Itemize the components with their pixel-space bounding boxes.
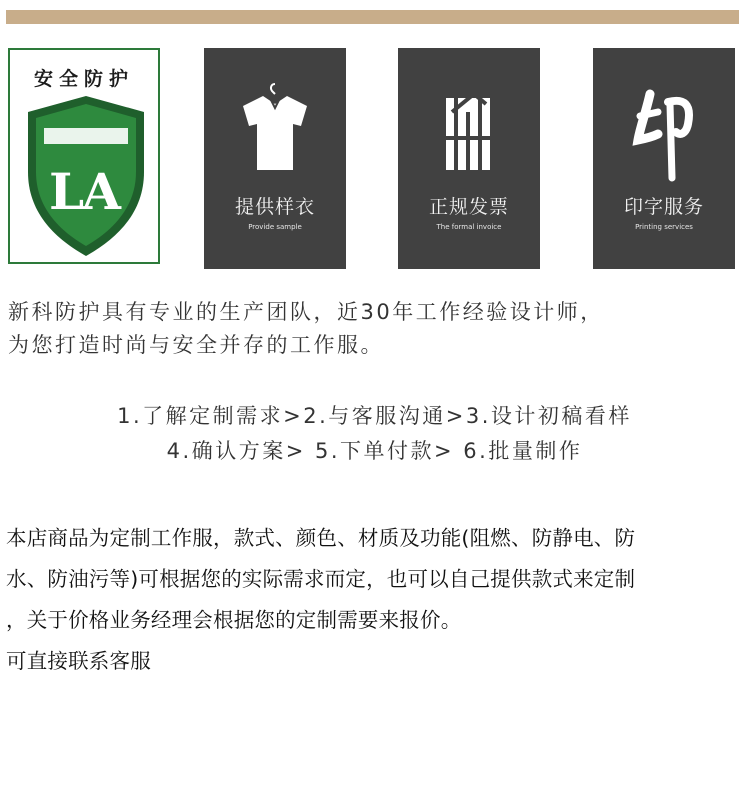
- intro-line: 新科防护具有专业的生产团队，近30年工作经验设计师，: [8, 300, 604, 324]
- service-title: 印字服务: [623, 196, 704, 218]
- steps-line: 4.确认方案> 5.下单付款> 6.批量制作: [166, 439, 583, 463]
- service-card-invoice: [398, 48, 540, 269]
- service-card-sample: [204, 48, 346, 269]
- intro-line: 为您打造时尚与安全并存的工作服。: [8, 333, 384, 357]
- description-line: 水、防油污等)可根据您的实际需求而定，也可以自己提供款式来定制: [6, 567, 636, 591]
- service-subtitle: Provide sample: [248, 223, 302, 231]
- service-subtitle: Printing services: [635, 223, 693, 231]
- top-accent-bar: [6, 10, 739, 24]
- service-subtitle: The formal invoice: [436, 223, 502, 231]
- service-card-printing: [593, 48, 735, 269]
- intro-text: [8, 296, 746, 362]
- contact-line: 可直接联系客服: [6, 649, 151, 673]
- safety-badge: [8, 48, 160, 264]
- badge-title: 安全防护: [33, 68, 134, 90]
- badge-letters: LA: [49, 162, 119, 221]
- description-line: ，关于价格业务经理会根据您的定制需要来报价。: [6, 608, 462, 632]
- print-icon: [624, 82, 704, 182]
- shirt-icon: [235, 82, 315, 178]
- service-title: 提供样衣: [234, 196, 315, 218]
- invoice-icon: [434, 82, 504, 178]
- description-line: 本店商品为定制工作服，款式、颜色、材质及功能(阻燃、防静电、防: [6, 526, 636, 550]
- description-text: [6, 518, 746, 682]
- steps-line: 1.了解定制需求>2.与客服沟通>3.设计初稿看样: [117, 404, 632, 428]
- service-title: 正规发票: [428, 196, 509, 218]
